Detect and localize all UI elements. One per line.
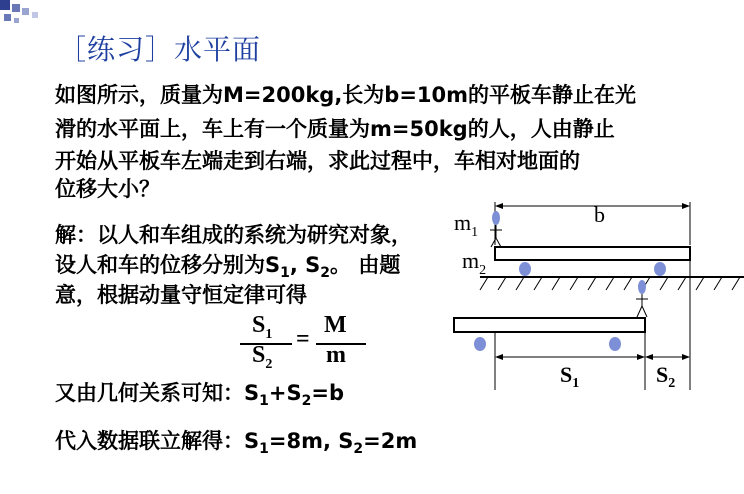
- s2-arrow-right: [682, 354, 690, 360]
- person-start-icon: [490, 211, 502, 247]
- final-result: 代入数据联立解得：$S_1=8m$, $S_2=2m$: [55, 429, 418, 458]
- solution-line-1: 解：以人和车组成的系统为研究对象，: [55, 223, 412, 247]
- problem-line-4: 位移大小？: [55, 177, 160, 201]
- cart-diagram: [440, 190, 744, 400]
- ground-hatching: [480, 277, 740, 290]
- s1-arrow-left: [495, 354, 503, 360]
- b-arrow-left: [495, 203, 503, 209]
- cart-bottom-wheel-left: [474, 337, 486, 351]
- m1-label: $m_1$: [454, 210, 479, 240]
- problem-line-2: 滑的水平面上，车上有一个质量为m=50kg的人，人由静止: [55, 117, 615, 141]
- cart-bottom-wheel-right: [609, 337, 621, 351]
- s1-arrow-right: [637, 354, 645, 360]
- frac-left-denominator: $S_2$: [252, 342, 273, 372]
- solution-line-3: 意，根据动量守恒定律可得: [55, 283, 307, 307]
- person-end-icon: [636, 280, 648, 317]
- s1-label: $S_1$: [560, 362, 580, 391]
- frac-right-denominator: m: [326, 342, 346, 368]
- geometry-relation: 又由几何关系可知：$S_1+S_2=b$: [55, 381, 344, 410]
- problem-line-3: 开始从平板车左端走到右端，求此过程中，车相对地面的: [55, 149, 580, 173]
- equals-sign: =: [296, 326, 310, 352]
- b-label: b: [594, 202, 605, 227]
- cart-bottom-plank: [454, 318, 645, 332]
- s2-arrow-left: [645, 354, 653, 360]
- cart-top-wheel-left: [519, 262, 531, 276]
- m2-label: $m_2$: [462, 248, 487, 278]
- slide-title: ［练习］水平面: [58, 33, 262, 66]
- corner-decoration: [0, 0, 60, 28]
- cart-top-plank: [495, 247, 690, 260]
- frac-left-numerator: $S_1$: [252, 312, 273, 342]
- b-arrow-right: [682, 203, 690, 209]
- solution-line-2: 设人和车的位移分别为$S_1$, $S_2$。 由题: [55, 253, 401, 282]
- frac-right-numerator: M: [324, 312, 347, 338]
- s2-label: $S_2$: [656, 362, 676, 391]
- problem-line-1: 如图所示，质量为M=200kg,长为b=10m的平板车静止在光: [55, 83, 637, 107]
- cart-top-wheel-right: [654, 262, 666, 276]
